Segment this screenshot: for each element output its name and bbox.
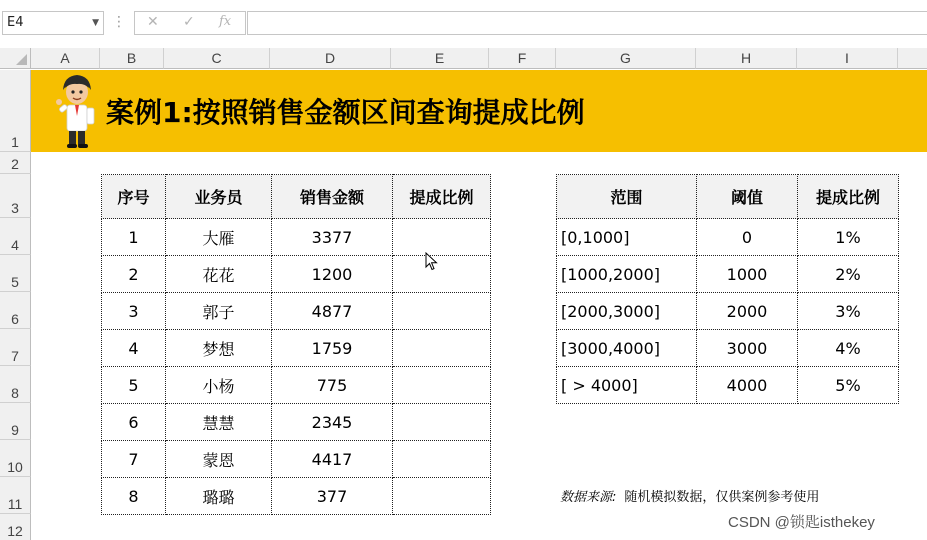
cell-salesperson[interactable]: 花花 (166, 256, 272, 293)
table-header-row (102, 175, 491, 219)
cell-amount[interactable]: 1200 (272, 256, 393, 293)
insert-function-icon[interactable]: fx (219, 14, 232, 29)
cell-amount[interactable]: 377 (272, 478, 393, 515)
table-row (102, 367, 491, 404)
column-header-f[interactable]: F (489, 48, 556, 69)
cell-salesperson[interactable]: 慧慧 (166, 404, 272, 441)
cell-rate[interactable] (393, 293, 491, 330)
cell-range[interactable]: [0,1000] (557, 219, 697, 256)
table-row (557, 367, 899, 404)
cell-threshold[interactable]: 2000 (697, 293, 798, 330)
mascot-icon (54, 72, 100, 150)
header-no[interactable]: 序号 (102, 175, 166, 219)
cell-salesperson[interactable]: 郭子 (166, 293, 272, 330)
cell-range[interactable]: [3000,4000] (557, 330, 697, 367)
cell-threshold[interactable]: 4000 (697, 367, 798, 404)
cell-no[interactable]: 6 (102, 404, 166, 441)
table-row (557, 330, 899, 367)
cell-range[interactable]: [ > 4000] (557, 367, 697, 404)
name-box[interactable] (2, 11, 104, 35)
watermark: CSDN @锁匙isthekey (728, 514, 875, 531)
cell-no[interactable]: 4 (102, 330, 166, 367)
rate-table (556, 174, 899, 404)
cell-salesperson[interactable]: 梦想 (166, 330, 272, 367)
row-header-11[interactable]: 11 (0, 477, 31, 514)
row-header-6[interactable]: 6 (0, 292, 31, 329)
table-row (557, 219, 899, 256)
cell-amount[interactable]: 4877 (272, 293, 393, 330)
row-header-12[interactable]: 12 (0, 514, 31, 540)
cell-amount[interactable]: 3377 (272, 219, 393, 256)
cell-rate[interactable]: 2% (798, 256, 899, 293)
formula-buttons (134, 11, 246, 35)
table-row (557, 256, 899, 293)
row-header-3[interactable]: 3 (0, 174, 31, 218)
cell-threshold[interactable]: 0 (697, 219, 798, 256)
more-options-icon[interactable]: ⋮ (112, 14, 126, 30)
cell-rate[interactable]: 1% (798, 219, 899, 256)
cell-rate[interactable] (393, 367, 491, 404)
column-header-i[interactable]: I (797, 48, 898, 69)
chevron-down-icon[interactable]: ▼ (92, 18, 99, 28)
cell-salesperson[interactable]: 大雁 (166, 219, 272, 256)
cell-amount[interactable]: 2345 (272, 404, 393, 441)
cell-range[interactable]: [1000,2000] (557, 256, 697, 293)
table-row (102, 441, 491, 478)
row-header-7[interactable]: 7 (0, 329, 31, 366)
cell-threshold[interactable]: 3000 (697, 330, 798, 367)
cell-threshold[interactable]: 1000 (697, 256, 798, 293)
column-header-j[interactable] (898, 48, 927, 69)
name-box-value: E4 (7, 15, 24, 30)
cell-rate[interactable]: 3% (798, 293, 899, 330)
cancel-icon[interactable]: ✕ (147, 14, 159, 30)
table-row (102, 478, 491, 515)
cell-rate[interactable] (393, 404, 491, 441)
cell-no[interactable]: 7 (102, 441, 166, 478)
row-header-5[interactable]: 5 (0, 255, 31, 292)
cell-range[interactable]: [2000,3000] (557, 293, 697, 330)
row-header-10[interactable]: 10 (0, 440, 31, 477)
row-header-8[interactable]: 8 (0, 366, 31, 403)
sales-table (101, 174, 491, 515)
cell-no[interactable]: 2 (102, 256, 166, 293)
cell-rate[interactable]: 4% (798, 330, 899, 367)
row-header-1[interactable]: 1 (0, 70, 31, 152)
cell-amount[interactable]: 775 (272, 367, 393, 404)
cell-rate[interactable] (393, 478, 491, 515)
row-header-4[interactable]: 4 (0, 218, 31, 255)
cell-salesperson[interactable]: 璐璐 (166, 478, 272, 515)
table-header-row (557, 175, 899, 219)
row-header-2[interactable]: 2 (0, 152, 31, 174)
table-row (557, 293, 899, 330)
column-header-h[interactable]: H (696, 48, 797, 69)
cell-no[interactable]: 1 (102, 219, 166, 256)
header-amount[interactable]: 销售金额 (272, 175, 393, 219)
column-header-d[interactable]: D (270, 48, 391, 69)
table-row (102, 219, 491, 256)
cell-no[interactable]: 8 (102, 478, 166, 515)
cell-no[interactable]: 5 (102, 367, 166, 404)
enter-icon[interactable]: ✓ (183, 14, 195, 30)
data-source-note (560, 486, 819, 505)
page-title: 案例1:按照销售金额区间查询提成比例 (106, 96, 585, 129)
cell-amount[interactable]: 4417 (272, 441, 393, 478)
header-salesperson[interactable]: 业务员 (166, 175, 272, 219)
cell-rate[interactable] (393, 256, 491, 293)
table-row (102, 293, 491, 330)
cell-rate[interactable] (393, 441, 491, 478)
select-all-corner[interactable] (0, 48, 31, 69)
cell-amount[interactable]: 1759 (272, 330, 393, 367)
column-header-g[interactable]: G (556, 48, 696, 69)
column-header-b[interactable]: B (100, 48, 164, 69)
table-row (102, 404, 491, 441)
cell-rate[interactable]: 5% (798, 367, 899, 404)
cell-no[interactable]: 3 (102, 293, 166, 330)
column-header-c[interactable]: C (164, 48, 270, 69)
row-header-9[interactable]: 9 (0, 403, 31, 440)
cell-rate[interactable] (393, 330, 491, 367)
column-header-e[interactable]: E (391, 48, 489, 69)
cell-rate-selected[interactable] (393, 219, 491, 256)
mouse-cursor-icon (425, 252, 439, 272)
cell-salesperson[interactable]: 蒙恩 (166, 441, 272, 478)
header-rate[interactable]: 提成比例 (798, 175, 899, 219)
formula-input[interactable] (247, 11, 927, 35)
source-text: 随机模拟数据，仅供案例参考使用 (624, 490, 820, 505)
column-header-a[interactable]: A (31, 48, 100, 69)
header-threshold[interactable]: 阈值 (697, 175, 798, 219)
table-row (102, 330, 491, 367)
source-label: 数据来源: (560, 490, 617, 505)
cell-salesperson[interactable]: 小杨 (166, 367, 272, 404)
header-range[interactable]: 范围 (557, 175, 697, 219)
header-rate[interactable]: 提成比例 (393, 175, 491, 219)
